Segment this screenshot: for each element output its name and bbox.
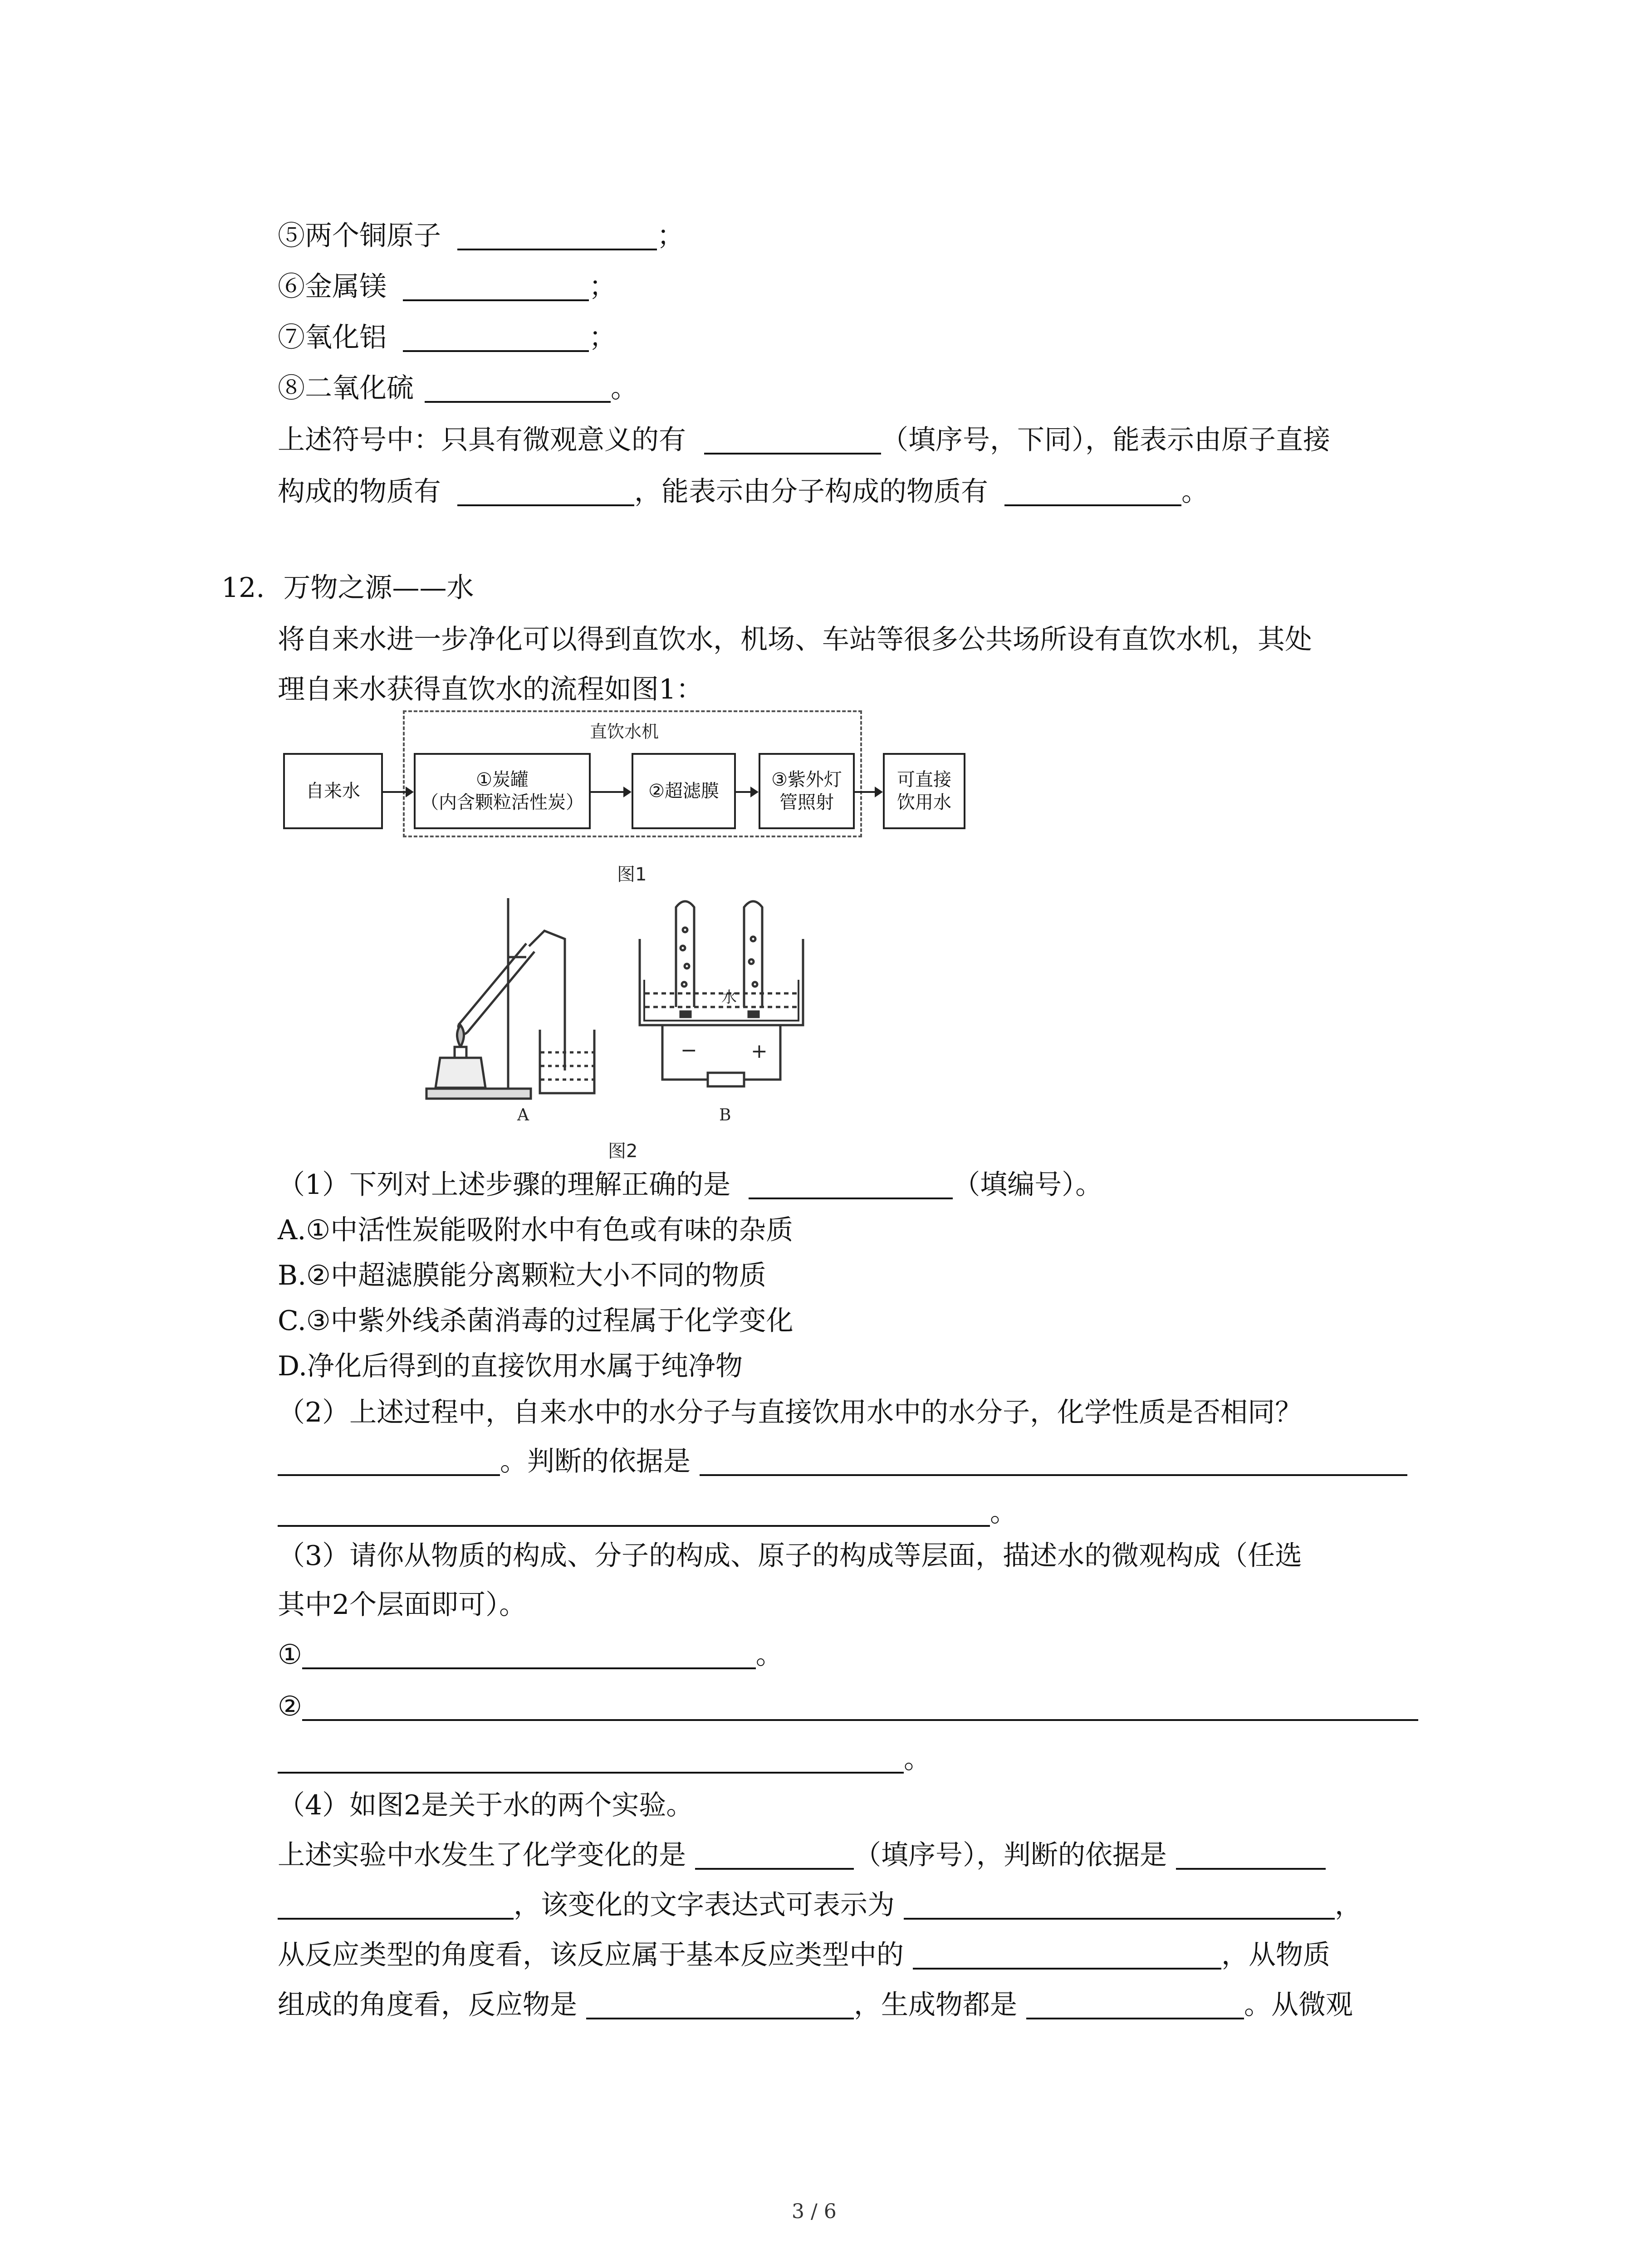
part3-item-2: ② [278, 1692, 1418, 1721]
chemical-change-blank[interactable] [695, 1841, 854, 1870]
option-a: A.①中活性炭能吸附水中有色或有味的杂质 [278, 1214, 794, 1246]
product-blank[interactable] [1026, 1990, 1244, 2019]
alcohol-lamp [436, 1025, 485, 1088]
part2-basis-blank[interactable] [700, 1447, 1407, 1476]
part3-item-1: ① 。 [278, 1639, 783, 1671]
atom-substance-blank[interactable] [457, 477, 634, 506]
ultrafiltration-box: ②超滤膜 [632, 753, 736, 829]
arrow-1 [383, 791, 412, 793]
part2-basis-blank-2[interactable] [278, 1498, 990, 1527]
judgement-basis-cont-blank[interactable] [278, 1891, 514, 1920]
option-c: C.③中紫外线杀菌消毒的过程属于化学变化 [278, 1305, 794, 1337]
q12-title: 万物之源——水 [283, 572, 474, 604]
figure2-diagram [408, 889, 862, 1143]
part2-answer-line: 。判断的依据是 [278, 1447, 1407, 1476]
electrode-left [681, 1012, 691, 1017]
molecule-substance-blank[interactable] [1004, 477, 1181, 506]
part2-basis-line-2: 。 [278, 1498, 1017, 1527]
arrow-2 [591, 791, 630, 793]
inverted-tube-right [744, 901, 762, 1007]
q8-line: ⑧二氧化硫 。 [278, 372, 638, 404]
reactant-blank[interactable] [586, 1990, 854, 2019]
q6-label: ⑥金属镁 [278, 271, 387, 303]
q12-intro-2: 理自来水获得直饮水的流程如图1： [278, 674, 704, 705]
q7-line: ⑦氧化铝 ； [278, 322, 616, 353]
q5-line: ⑤两个铜原子 ； [278, 220, 684, 252]
q6-line: ⑥金属镁 ； [278, 271, 616, 303]
part4-line-1: 上述实验中水发生了化学变化的是 （填序号），判断的依据是 [278, 1841, 1326, 1870]
part4-stem: （4）如图2是关于水的两个实验。 [278, 1789, 694, 1821]
plus-terminal: + [751, 1040, 768, 1063]
part4-line-3: 从反应类型的角度看，该反应属于基本反应类型中的 ，从物质 [278, 1939, 1330, 1971]
summary-line-1: 上述符号中：只具有微观意义的有 （填序号，下同），能表示由原子直接 [278, 424, 1330, 456]
drinkable-water-box: 可直接 饮用水 [883, 753, 965, 829]
part3-stem-2: 其中2个层面即可）。 [278, 1589, 527, 1621]
part1-answer-blank[interactable] [749, 1170, 953, 1199]
judgement-basis-blank[interactable] [1176, 1841, 1326, 1870]
part3-answer-2-cont[interactable] [278, 1745, 904, 1774]
electrode-right [749, 1012, 759, 1017]
arrow-3 [736, 791, 757, 793]
q12-heading [221, 572, 474, 604]
part2-stem: （2）上述过程中，自来水中的水分子与直接饮用水中的水分子，化学性质是否相同？ [278, 1397, 1303, 1428]
part3-item-2-cont: 。 [278, 1745, 931, 1774]
uv-lamp-box: ③紫外灯 管照射 [759, 753, 855, 829]
part1-stem: （1）下列对上述步骤的理解正确的是 （填编号）。 [278, 1169, 1103, 1201]
figure2-caption: 图2 [608, 1141, 638, 1162]
micro-meaning-blank[interactable] [704, 425, 881, 455]
battery [708, 1073, 744, 1086]
figure1-caption: 图1 [617, 864, 647, 885]
option-d: D.净化后得到的直接饮用水属于纯净物 [278, 1350, 743, 1382]
part3-answer-2[interactable] [302, 1692, 1418, 1721]
q12-number: 12. [221, 572, 265, 604]
q8-answer-blank[interactable] [425, 374, 611, 403]
q7-answer-blank[interactable] [403, 323, 589, 352]
word-equation-blank[interactable] [904, 1891, 1335, 1920]
q12-intro-1: 将自来水进一步净化可以得到直饮水，机场、车站等很多公共场所设有直饮水机，其处 [278, 624, 1312, 655]
minus-terminal: − [681, 1039, 697, 1062]
water-label: 水 [721, 988, 737, 1007]
part2-same-blank[interactable] [278, 1447, 500, 1476]
water-machine-label: 直饮水机 [590, 722, 659, 742]
part4-line-2: ，该变化的文字表达式可表示为 ， [278, 1891, 1362, 1920]
stand-base [426, 1089, 531, 1099]
reaction-type-blank[interactable] [913, 1941, 1221, 1970]
electrolysis-trough [640, 939, 803, 1025]
tap-water-box: 自来水 [283, 753, 383, 829]
part4-line-4: 组成的角度看，反应物是 ，生成物都是 。从微观 [278, 1989, 1353, 2021]
q6-answer-blank[interactable] [403, 272, 589, 301]
q8-label: ⑧二氧化硫 [278, 372, 414, 404]
q5-label: ⑤两个铜原子 [278, 220, 441, 252]
option-b: B.②中超滤膜能分离颗粒大小不同的物质 [278, 1260, 766, 1291]
arrow-4 [855, 791, 881, 793]
q7-label: ⑦氧化铝 [278, 322, 387, 353]
summary-line-2: 构成的物质有 ，能表示由分子构成的物质有 。 [278, 476, 1209, 508]
inverted-tube-left [676, 901, 694, 1007]
beaker-a [540, 1030, 594, 1093]
part3-answer-1[interactable] [302, 1640, 756, 1669]
carbon-tank-box: ①炭罐 （内含颗粒活性炭） [414, 753, 591, 829]
q5-answer-blank[interactable] [457, 221, 657, 250]
page-number: 3 / 6 [792, 2200, 837, 2223]
label-a: A [517, 1106, 529, 1124]
part3-stem-1: （3）请你从物质的构成、分子的构成、原子的构成等层面，描述水的微观构成（任选 [278, 1540, 1303, 1572]
label-b: B [719, 1106, 731, 1124]
